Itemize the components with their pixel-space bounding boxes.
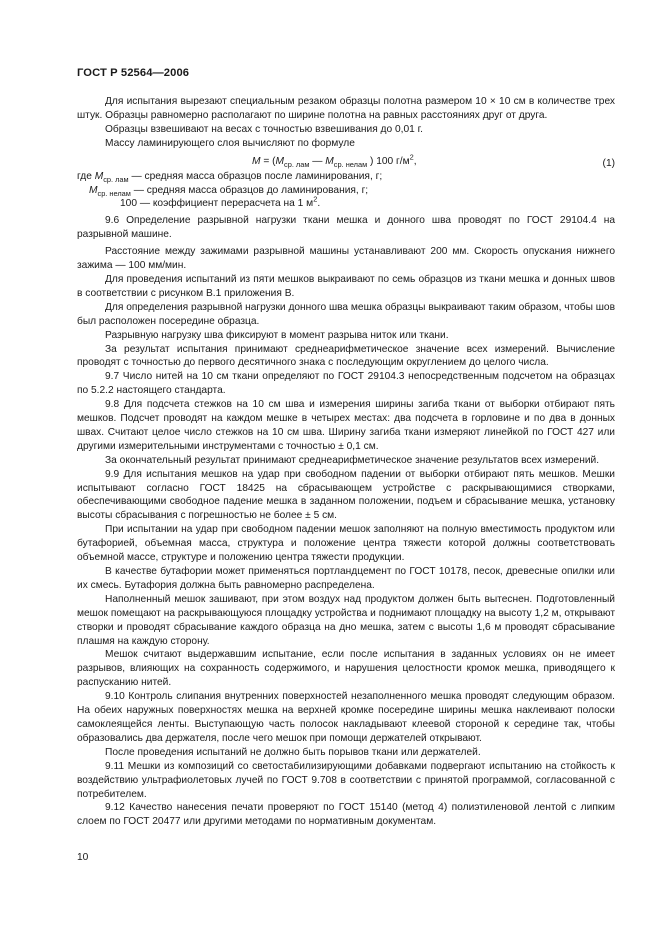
paragraph-9-10: 9.10 Контроль слипания внутренних поверхностей незаполненного мешка проводят следующим образом. На обеих наружных поверхностях мешка на верхней кромке посередине ширины мешка наклеивают полоски самоклеящейся ленты. Выступающую часть полосок накладывают клеевой стороной к середине так, чтобы образовались два держателя, после чего мешок при помощи держателей открывают. (77, 691, 615, 744)
page-content (77, 95, 615, 829)
definition-mass-unlaminated: $M_{ср. нелам}$ — средняя масса образцов до ламинирования, г; (89, 184, 369, 198)
definition-mass-laminated: где $M_{ср. лам}$ — средняя масса образцов после ламинирования, г; (77, 170, 383, 184)
paragraph-sample-cutting: Для испытания вырезают специальным резаком образцы полотна размером 10 × 10 см в количестве трех штук. Образцы равномерно располагают по ширине полотна на равных расстояниях друг от друга. (77, 96, 615, 121)
paragraph-pass-criteria: Мешок считают выдержавшим испытание, если после испытания в заданных условиях он не имеет разрывов, влияющих на сохранность содержимого, и нарушения целостности кромок мешка, приводящего к распусканию нитей. (77, 649, 615, 689)
formula-expression: $M = (M_{ср. лам}$ — $M_{ср. нелам}$ ) 100 $г/м^2$, (252, 152, 417, 169)
paragraph-sample-count: Для проведения испытаний из пяти мешков выкраивают по семь образцов из ткани мешка и донных швов в соответствии с рисунком В.1 приложения В. (77, 273, 615, 299)
paragraph-9-7: 9.7 Число нитей на 10 см ткани определяют по ГОСТ 29104.3 непосредственным подсчетом на образцах по 5.2.2 настоящего стандарта. (77, 371, 615, 397)
formula-number: (1) (602, 157, 615, 169)
paragraph-9-12: 9.12 Качество нанесения печати проверяют по ГОСТ 15140 (метод 4) полиэтиленовой лентой с липким слоем по ГОСТ 20477 или другими методами по нормативным документам. (77, 802, 615, 828)
paragraph-clamp-distance: Расстояние между зажимами разрывной машины устанавливают 200 мм. Скорость опускания нижнего зажима — 100 мм/мин. (77, 246, 615, 272)
paragraph-9-9: 9.9 Для испытания мешков на удар при свободном падении от выборки отбирают пять мешков. Мешки испытывают согласно ГОСТ 18425 на сбрасывающем устройстве с раскрывающимися створками, обеспечивающими свободное падение мешка в заданном положении, подъем и сбрасывание мешка, установку высоты сбрасывания с погрешностью не более ± 5 см. (77, 468, 615, 522)
paragraph-final-result: За окончательный результат принимают среднеарифметическое значение результатов всех измерений. (105, 454, 600, 466)
paragraph-9-8: 9.8 Для подсчета стежков на 10 см шва и измерения ширины загиба ткани от выборки отбирают пять мешков. Подсчет проводят на каждом мешке в четырех местах: два подсчета в горловине и по два в донных швах. Считают целое число стежков на 10 см шва. Ширину загиба ткани измеряют линейкой по ГОСТ 427 или другими измерительными инструментами с точностью ± 0,1 см. (77, 399, 615, 452)
page-number: 10 (77, 852, 89, 863)
paragraph-seam-sample: Для определения разрывной нагрузки донного шва мешка образцы выкраивают таким образом, чтобы шов был расположен посередине образца. (77, 301, 615, 327)
paragraph-seam-load: Разрывную нагрузку шва фиксируют в момент разрыва ниток или ткани. (105, 329, 449, 341)
paragraph-9-6: 9.6 Определение разрывной нагрузки ткани мешка и донного шва проводят по ГОСТ 29104.4 на разрывной машине. (77, 215, 615, 241)
definition-coefficient: 100 — коэффициент перерасчета на 1 $м^2$. (120, 195, 321, 210)
paragraph-after-test: После проведения испытаний не должно быть порывов ткани или держателей. (105, 746, 481, 758)
formula-laminate-mass (77, 152, 615, 170)
paragraph-drop-procedure: Наполненный мешок зашивают, при этом воздух над продуктом должен быть вытеснен. Подготовленный мешок помещают на раскрывающуюся площадку устройства и поднимают площадку на высоту 1,2 м, открывают створки и проводят сбрасывание каждого образца на дно мешка, затем с высоты 1,6 м проводят сбрасывание плашмя на каждую сторону. (77, 593, 615, 647)
paragraph-drop-fill: При испытании на удар при свободном падении мешок заполняют на полную вместимость продуктом или бутафорией, объемная масса, структура и положение центра тяжести которой должны соответствовать объемной массе, структуре и положению центра тяжести продукции. (77, 524, 615, 564)
paragraph-dummy-material: В качестве бутафории может применяться портландцемент по ГОСТ 10178, песок, древесные опилки или их смесь. Бутафория должна быть равномерно распределена. (77, 566, 615, 591)
paragraph-result-calc: За результат испытания принимают среднеарифметическое значение всех измерений. Вычисление проводят с точностью до первого десятичного знака с последующим округлением до целого числа. (77, 343, 615, 369)
standard-header: ГОСТ Р 52564—2006 (77, 67, 190, 79)
paragraph-9-11: 9.11 Мешки из композиций со светостабилизирующими добавками подвергают испытанию на стойкость к воздействию ультрафиолетовых лучей по ГОСТ 9.708 в соответствии с принятой программой, согласованной с потребителем. (77, 760, 615, 800)
formula-definitions (77, 170, 615, 212)
paragraph-weighing: Образцы взвешивают на весах с точностью взвешивания до 0,01 г. (105, 123, 423, 135)
paragraph-formula-intro: Массу ламинирующего слоя вычисляют по формуле (105, 137, 355, 149)
